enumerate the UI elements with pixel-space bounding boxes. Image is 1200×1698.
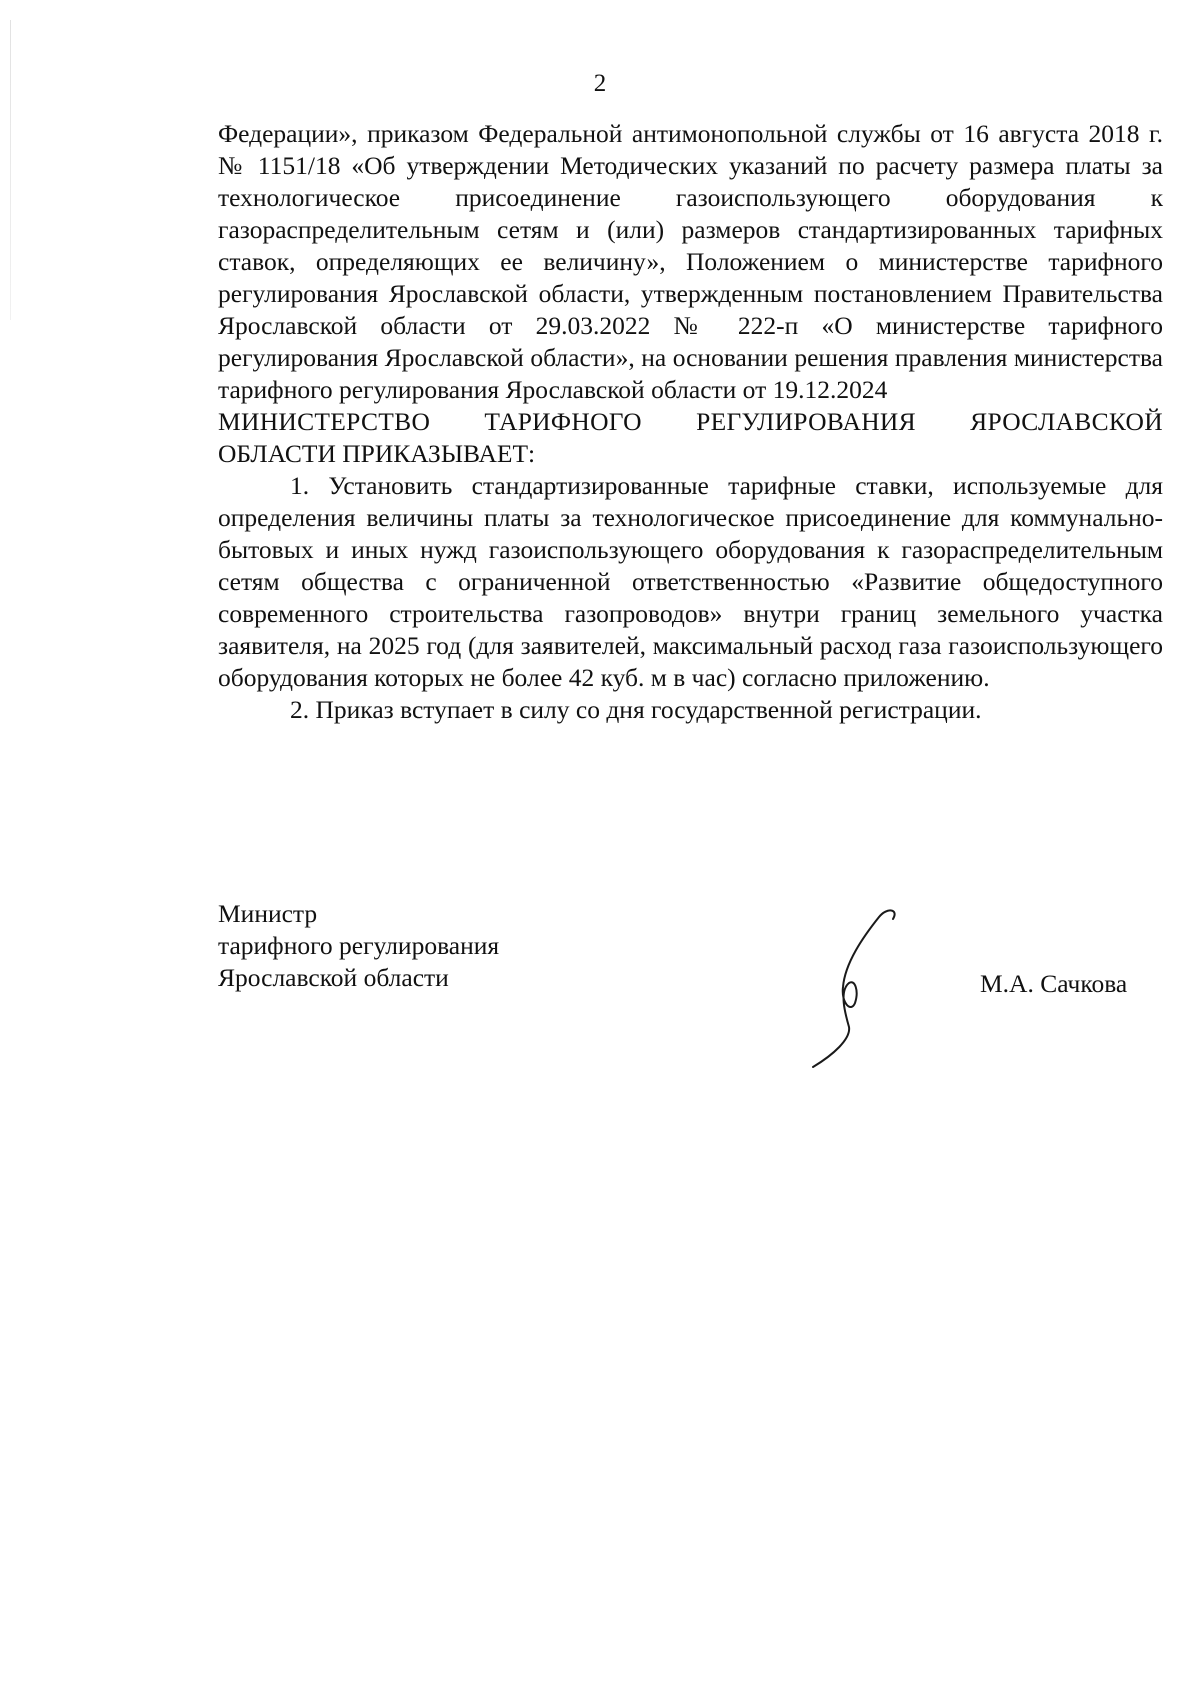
handwritten-signature [795, 905, 915, 1070]
order-item-1: 1. Установить стандартизированные тарифные ставки, используемые для определения величины платы за технологическое присоединение для коммунально-бытовых и иных нужд газоиспользующего оборудования к газораспределительным сетям общества с ограниченной ответственностью «Развитие общедоступного современного строительства газопроводов» внутри границ земельного участка заявителя, на 2025 год (для заявителей, максимальный расход газа газоиспользующего оборудования которых не более 42 куб. м в час) согласно приложению. [218, 471, 1163, 692]
signatory-title-line-1: Министр [218, 899, 318, 928]
signatory-title-line-2: тарифного регулирования [218, 931, 500, 960]
ministry-orders-line: МИНИСТЕРСТВО ТАРИФНОГО РЕГУЛИРОВАНИЯ ЯРОСЛАВСКОЙ [218, 407, 1163, 436]
page-number: 2 [593, 70, 607, 97]
signatory-title [218, 898, 499, 994]
scan-edge-mark [10, 20, 11, 320]
order-item-2: 2. Приказ вступает в силу со дня государственной регистрации. [290, 695, 982, 724]
signatory-title-line-3: Ярославской области [218, 963, 449, 992]
ministry-orders-line-continued: ОБЛАСТИ ПРИКАЗЫВАЕТ: [218, 439, 536, 468]
document-body [218, 118, 1163, 726]
preamble-paragraph: Федерации», приказом Федеральной антимонопольной службы от 16 августа 2018 г. № 1151/18 «Об утверждении Методических указаний по расчету размера платы за технологическое присоединение газоиспользующего оборудования к газораспределительным сетям и (или) размеров стандартизированных тарифных ставок, определяющих ее величину», Положением о министерстве тарифного регулирования Ярославской области, утвержденным постановлением Правительства Ярославской области от 29.03.2022 № 222-п «О министерстве тарифного регулирования Ярославской области», на основании решения правления министерства тарифного регулирования Ярославской области от 19.12.2024 [218, 119, 1163, 404]
signatory-name: М.А. Сачкова [980, 969, 1128, 998]
